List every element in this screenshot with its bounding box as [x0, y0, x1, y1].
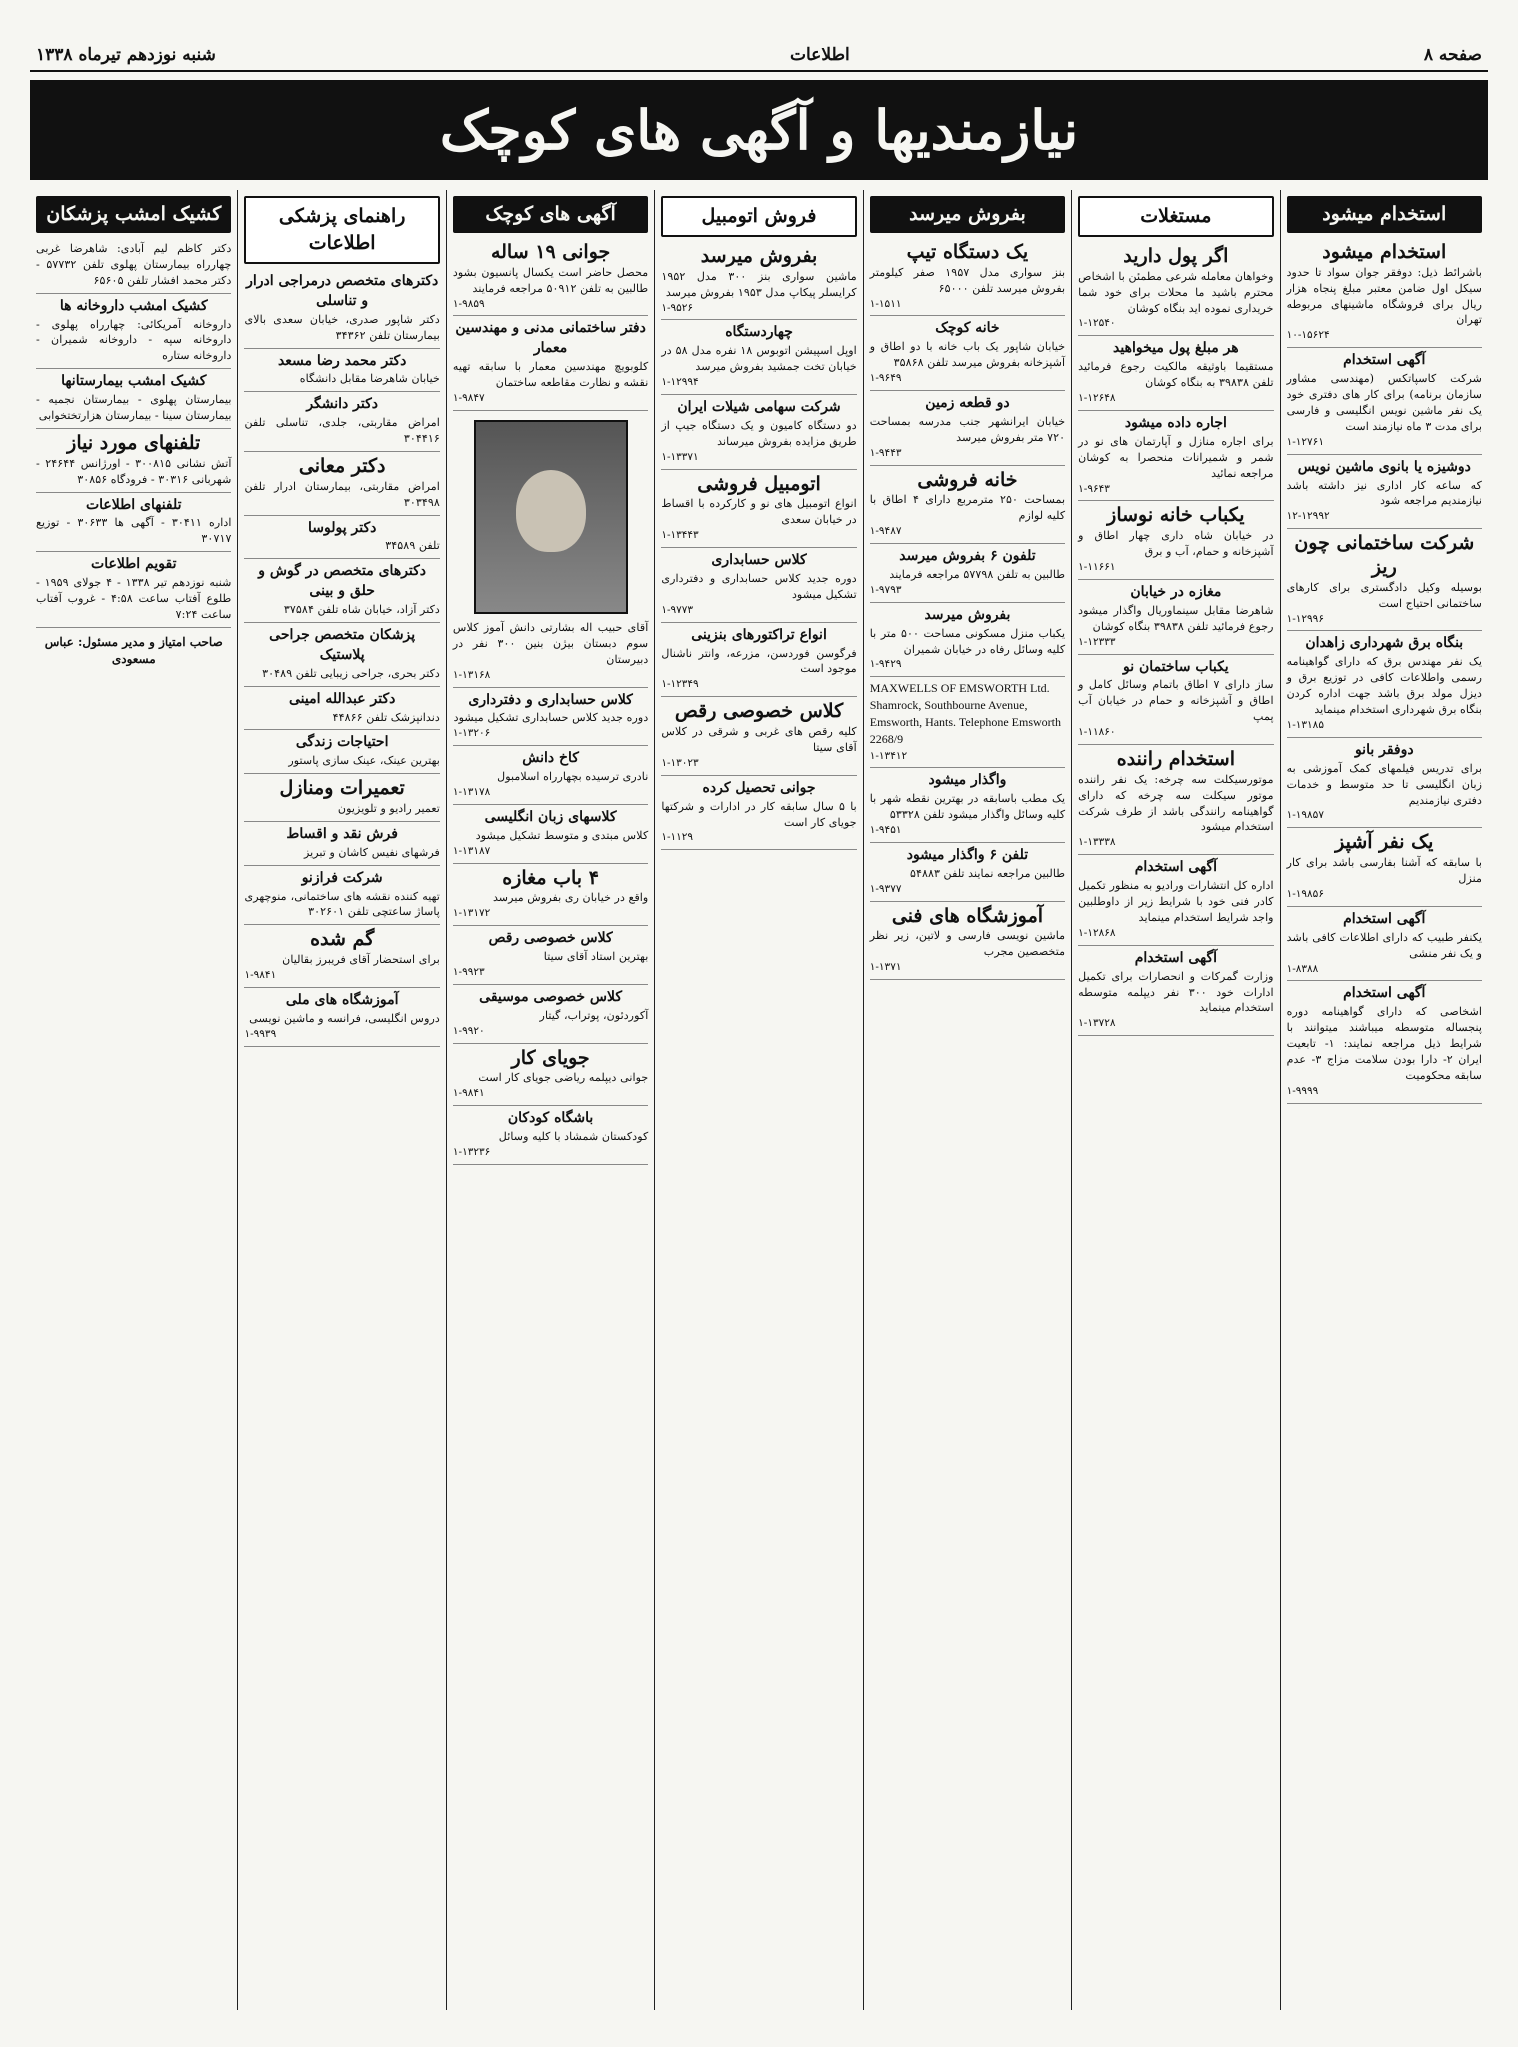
classified-ad [1287, 828, 1482, 906]
ad-body: برای تدریس فیلمهای کمک آموزشی به زبان انگلیسی تا حد متوسط و خدمات دفتری نیازمندیم [1286, 761, 1482, 807]
ad-body: شرکت کاسپاتکس (مهندسی مشاور سازمان برنامه) برای کار های دفتری خود یک نفر ماشین نویس انگلیسی و فارسی برای مدت ۳ ماه نیازمند است [1286, 372, 1482, 433]
ad-title: پزشکان متخصص جراحی پلاستیک [269, 626, 416, 663]
classified-ad [1287, 631, 1482, 737]
ad-body: شنبه نوزدهم تیر ۱۳۳۸ - ۴ جولای ۱۹۵۹ - طلوع آفتاب ساعت ۴:۵۸ - غروب آفتاب ساعت ۷:۲۴ [36, 576, 232, 621]
ad-body: وخواهان معامله شرعی مطمئن با اشخاص محترم باشید ما محلات برای خود شما خریداری نموده اید بنگاه کوشان [1078, 269, 1274, 315]
ad-body: موتورسیکلت سه چرخه: یک نفر راننده موتور سیکلت سه چرخه که دارای گواهینامه رانندگی باشد از طرف شرکت استخدام میشود [1078, 772, 1274, 834]
ad-body: شاهرضا مقابل سینماوریال واگذار میشود رجوع فرمائید تلفن ۳۹۸۳۸ بنگاه کوشان [1078, 603, 1274, 633]
ad-code: ۱-۱۲۹۹۴ [661, 376, 699, 389]
classified-ad [244, 687, 439, 731]
classified-ad [870, 603, 1065, 678]
ad-title: جوانی تحصیل کرده [702, 779, 816, 796]
ad-body: وزارت گمرکات و انحصارات برای تکمیل ادارات خود ۳۰۰ نفر دیپلمه متوسطه استخدام مینماید [1078, 969, 1274, 1015]
ad-body: با سابقه که آشنا بفارسی باشد برای کار منزل [1286, 856, 1482, 886]
ad-title: فرش نقد و اقساط [286, 825, 398, 842]
classified-ad [1287, 738, 1482, 829]
classified-ad [1078, 655, 1273, 746]
classified-ad [244, 516, 439, 560]
ad-title: اجاره داده میشود [1124, 414, 1227, 431]
ad-title: کلاس حسابداری [711, 552, 807, 569]
ad-title: بفروش میرسد [700, 244, 818, 267]
classified-ad [244, 269, 439, 349]
ad-body: بوسیله وکیل دادگستری برای کارهای ساختمانی احتیاج است [1286, 580, 1482, 610]
ad-title: دفتر ساختمانی مدنی و مهندسین معمار [455, 320, 646, 357]
ad-code: ۱-۹۸۴۱ [244, 968, 277, 981]
ad-body: Shamrock, Southbourne Avenue, Emsworth, Hants. Telephone Emsworth 2268/9 [869, 698, 1061, 747]
ad-body: واقع در خیابان ری بفروش میرسد [492, 891, 649, 905]
ad-code: ۱-۹۴۲۹ [869, 658, 902, 671]
ad-body: دروس انگلیسی، فرانسه و ماشین نویسی [249, 1011, 440, 1025]
ad-code: ۱-۱۳۴۱۲ [869, 749, 908, 762]
ad-code: ۱-۸۳۸۸ [1286, 962, 1319, 975]
classified-column [237, 190, 445, 2010]
ad-body: ماشین سواری بنز ۳۰۰ مدل ۱۹۵۲ کرایسلر پیکاپ مدل ۱۹۵۳ بفروش میرسد [661, 269, 857, 299]
section-heading: استخدام میشود [1287, 196, 1482, 233]
ad-body: مستقیما باوثیقه مالکیت رجوع فرمائید تلفن ۳۹۸۳۸ به بنگاه کوشان [1078, 360, 1274, 390]
classified-ad [453, 316, 648, 410]
ad-body: دوره جدید کلاس حسابداری تشکیل میشود [453, 711, 649, 725]
ad-title: باشگاه کودکان [507, 1110, 594, 1127]
ad-body: بهترین استاد آقای سیتا [543, 950, 649, 964]
ad-code: ۱-۱۱۲۹ [661, 831, 694, 844]
classified-ad [661, 623, 856, 698]
ad-title: دکتر پولوسا [308, 519, 377, 536]
classified-ad [661, 548, 856, 623]
ad-body: کلیه رقص های غربی و شرقی در کلاس آقای سیتا [661, 725, 857, 754]
ad-title: MAXWELLS OF EMSWORTH Ltd. [869, 681, 1050, 696]
ad-body: برای اجاره منازل و آپارتمان های نو در شمر و شمیرانات منحصرا به کوشان مراجعه نمائید [1078, 434, 1274, 480]
ad-title: تلفنهای مورد نیاز [67, 431, 201, 454]
section-heading: کشیک امشب پزشکان [36, 196, 231, 233]
ad-body: آکوردئون، پوتراب، گیتار [539, 1008, 649, 1022]
classified-ad [36, 429, 231, 493]
ad-title: دوفقر بانو [1354, 741, 1414, 758]
ad-code: ۱-۹۸۴۷ [452, 392, 485, 404]
ad-body: امراض مقاربتی، بیمارستان ادرار تلفن ۳۰۳۴۹۸ [244, 479, 440, 509]
classified-ad [1287, 529, 1482, 631]
ad-title: بفروش میرسد [924, 606, 1011, 623]
ad-title: تقویم اطلاعات [91, 556, 177, 573]
ad-code: ۱-۱۳۰۲۳ [661, 756, 699, 769]
ad-body: نادری ترسیده بچهارراه اسلامبول [497, 770, 649, 784]
ad-body: دکتر بحری، جراحی زیبایی تلفن ۳۰۴۸۹ [262, 666, 440, 680]
ad-code: ۱-۱۳۷۱ [869, 961, 902, 974]
banner-title: نیازمندیها و آگهی های کوچک [439, 98, 1079, 162]
ad-body: بیمارستان پهلوی - بیمارستان نجمیه - بیمارستان سینا - بیمارستان هزارتختخوابی [36, 393, 232, 423]
classified-ad [453, 1044, 648, 1107]
ad-title: آگهی استخدام [1343, 985, 1426, 1002]
classified-ad [870, 544, 1065, 603]
ad-code: ۱-۱۲۶۴۸ [1078, 392, 1116, 405]
ad-body: خیابان شاپور یک باب خانه با دو اطاق و آشپزخانه بفروش میرسد تلفن ۳۵۸۶۸ [869, 340, 1066, 370]
ad-title: شرکت ساختمانی چون ریز [1294, 532, 1475, 578]
ad-body: برای استحضار آقای فریبرز بقالیان [282, 953, 440, 967]
ad-body: خیابان شاهرضا مقابل دانشگاه [299, 372, 440, 386]
section-heading: آگهی های کوچک [453, 196, 648, 233]
classified-column [1071, 190, 1279, 2010]
ad-title: ۴ باب مغازه [502, 866, 599, 889]
section-heading: بفروش میرسد [870, 196, 1065, 233]
ad-body: محصل حاضر است یکسال پانسیون بشود طالبین به تلفن ۵۰۹۱۲ مراجعه فرمایند [452, 265, 649, 295]
ad-code: ۱-۹۴۴۳ [869, 446, 902, 459]
ad-title: جویای کار [511, 1046, 590, 1069]
classified-ad [870, 391, 1065, 466]
ad-title: تعمیرات ومنازل [279, 777, 405, 800]
ad-title: کاخ دانش [522, 750, 579, 767]
ad-title: یک دستگاه تیپ [906, 240, 1029, 263]
ad-body: طالبین به تلفن ۵۷۷۹۸ مراجعه فرمایند [889, 567, 1066, 581]
ad-code: ۱-۹۷۹۳ [869, 583, 902, 596]
ad-body: خیابان ایرانشهر جنب مدرسه بمساحت ۷۲۰ متر بفروش میرسد [869, 414, 1066, 444]
classified-ad [453, 411, 648, 688]
ad-body: اداره ۳۰۴۱۱ - آگهی ها ۳۰۶۳۳ - توزیع ۳۰۷۱۷ [36, 516, 232, 546]
ad-code: ۱-۱۳۲۰۶ [452, 727, 491, 740]
ad-body: یکباب منزل مسکونی مساحت ۵۰۰ متر با کلیه وسائل رفاه در خیابان شمیران [869, 626, 1066, 656]
ad-body: تهیه کننده نقشه های ساختمانی، منوچهری پاساژ ساعتچی تلفن ۳۰۲۶۰۱ [244, 889, 440, 919]
ad-title: تلفن ۶ واگذار میشود [906, 847, 1029, 863]
classified-ad [870, 843, 1065, 902]
ad-body: کلوبویچ مهندسین معمار با سابقه تهیه نقشه و نظارت مقاطعه ساختمان [452, 360, 649, 390]
classified-ad [36, 552, 231, 628]
classified-ad [1287, 348, 1482, 454]
ad-title: آگهی استخدام [1134, 949, 1218, 966]
classified-ad [244, 559, 439, 623]
publisher-signature: صاحب امتیاز و مدیر مسئول: عباس مسعودی [44, 634, 223, 666]
ad-title: آموزشگاه های فنی [891, 904, 1044, 927]
columns-container [30, 190, 1488, 2010]
section-heading: فروش اتومبیل [661, 196, 856, 237]
ad-body: باشرائط ذیل: دوفقر جوان سواد تا حدود سیکل اول ضامن معتبر مبلغ پنجاه هزار ریال برای فروشگاه ماشینهای مربوطه تهران [1286, 265, 1482, 327]
ad-code: ۱-۱۳۱۸۵ [1286, 718, 1324, 731]
ad-title: کشیک امشب بیمارستانها [61, 373, 207, 390]
ad-title: دکتر عبدالله امینی [289, 690, 396, 707]
ad-title: دکتر محمد رضا مسعد [277, 352, 407, 369]
ad-title: احتیاجات زندگی [295, 734, 389, 751]
ad-code: ۱-۱۱۸۶۰ [1078, 726, 1116, 739]
ad-code: ۱-۹۴۸۷ [869, 525, 902, 538]
classified-ad [36, 294, 231, 370]
ad-code: ۱-۱۳۷۲۸ [1078, 1017, 1116, 1030]
classified-ad [661, 470, 856, 548]
ad-code: ۱-۱۳۱۷۸ [452, 786, 491, 798]
ad-code: ۱-۹۹۲۰ [452, 1024, 485, 1037]
classified-ad [870, 768, 1065, 843]
ad-title: کلاسهای زبان انگلیسی [484, 808, 617, 825]
classified-column [30, 190, 237, 2010]
classified-column [863, 190, 1071, 2010]
ad-code: ۱-۱۳۳۷۱ [661, 450, 699, 463]
ad-body: داروخانه آمریکائی: چهارراه پهلوی - داروخانه سپه - داروخانه شمیران - داروخانه ستاره [36, 317, 232, 363]
ad-body: آقای حبیب اله بشارتی دانش آموز کلاس سوم دبستان بیژن بنین ۳۰۰ نفر در دبیرستان [452, 620, 649, 666]
classified-column [654, 190, 862, 2010]
ad-title: بنگاه برق شهرداری زاهدان [1305, 635, 1464, 652]
ad-code: ۱-۱۹۸۵۶ [1286, 887, 1324, 900]
ad-title: آموزشگاه های ملی [285, 991, 399, 1008]
classified-ad [661, 395, 856, 470]
ad-title: یکباب ساختمان نو [1123, 658, 1229, 675]
ad-body: دکتر آزاد، خیابان شاه تلفن ۳۷۵۸۴ [283, 603, 440, 617]
classified-ad [244, 452, 439, 516]
ad-body: اداره کل انتشارات ورادیو به منظور تکمیل کادر فنی خود با شرایط زیر از داوطلبین واجد شرایط استخدام مینماید [1078, 879, 1274, 924]
ad-title: واگذار میشود [928, 772, 1007, 789]
ad-title: تلفون ۶ بفروش میرسد [899, 548, 1036, 565]
classified-ad [1078, 242, 1273, 336]
classified-ad [870, 238, 1065, 316]
classified-ad [453, 746, 648, 805]
ad-title: آگهی استخدام [1134, 859, 1218, 876]
ad-code: ۱۲-۱۲۹۹۲ [1286, 510, 1330, 523]
ad-code: ۱-۹۸۴۱ [452, 1087, 485, 1100]
classified-ad [1078, 501, 1273, 579]
classified-ad [661, 697, 856, 775]
ad-title: اگر پول دارید [1123, 244, 1229, 267]
ad-body: تلفن ۳۴۵۸۹ [385, 539, 440, 553]
ad-title: گم شده [310, 928, 375, 951]
ad-body: اوپل اسپیشن اتوبوس ۱۸ نفره مدل ۵۸ در خیابان تخت جمشید بفروش میرسد [661, 344, 857, 374]
ad-code: ۱-۱۳۱۷۲ [452, 907, 491, 920]
ad-code: ۱-۱۳۱۸۷ [452, 844, 491, 857]
ad-code: ۱-۹۶۴۹ [869, 372, 902, 385]
ad-code: ۱-۹۹۲۳ [452, 965, 485, 978]
ad-code: ۱-۱۲۷۶۱ [1286, 435, 1324, 448]
ad-title: استخدام راننده [1116, 748, 1235, 770]
classified-ad [453, 238, 648, 316]
classified-ad [453, 1106, 648, 1165]
ad-title: دو قطعه زمین [925, 395, 1010, 412]
ad-body: فرگوسن فوردسن، مزرعه، وانتر ناشنال موجود است [661, 646, 857, 676]
ad-title: شرکت سهامی شیلات ایران [677, 399, 841, 416]
ad-body: فرشهای نفیس کاشان و تبریز [303, 845, 440, 859]
classified-column [1280, 190, 1488, 2010]
classified-ad [36, 238, 231, 294]
ad-title: اتومبیل فروشی [697, 472, 821, 495]
ad-body: تعمیر رادیو و تلویزیون [337, 801, 440, 815]
ad-code: ۱-۱۳۳۳۸ [1078, 836, 1116, 849]
ad-body: یکنفر طبیب که دارای اطلاعات کافی باشد و یک نفر منشی [1286, 930, 1482, 960]
ad-code: ۱-۱۵۱۱ [869, 297, 902, 310]
classified-ad [870, 316, 1065, 391]
ad-code: ۱-۹۹۹۹ [1286, 1084, 1319, 1097]
ad-body: امراض مقاربتی، جلدی، تناسلی تلفن ۳۰۴۴۱۶ [244, 416, 440, 446]
ad-title: تلفنهای اطلاعات [85, 496, 182, 513]
ad-code: ۱-۱۱۶۶۱ [1078, 561, 1116, 573]
ad-title: آگهی استخدام [1343, 910, 1426, 927]
classified-ad [244, 925, 439, 988]
ad-title: دکترهای متخصص در گوش و حلق و بینی [258, 563, 427, 600]
ad-title: دکتر معانی [298, 454, 386, 477]
ad-title: کلاس خصوصی موسیقی [479, 988, 623, 1005]
ad-body: ماشین نویسی فارسی و لاتین، زیر نظر متخصصین مجرب [869, 929, 1066, 959]
classified-ad [1078, 855, 1273, 946]
ad-title: یکباب خانه نوساز [1107, 504, 1245, 527]
ad-code: ۱-۹۸۵۹ [452, 297, 485, 310]
ad-code: ۱-۱۲۵۴۰ [1078, 317, 1116, 330]
classified-ad [661, 776, 856, 851]
ad-body: آتش نشانی ۳۰۰۸۱۵ - اورژانس ۲۴۶۴۴ - شهربانی ۳۰۳۱۶ - فرودگاه ۳۰۸۵۶ [36, 456, 232, 486]
classified-ad [1287, 455, 1482, 530]
issue-date: شنبه نوزدهم تیرماه ۱۳۳۸ [36, 45, 216, 65]
section-heading: مستغلات [1078, 196, 1273, 237]
ad-body: انواع اتومبیل های نو و کارکرده با اقساط در خیابان سعدی [661, 497, 857, 527]
ad-code: ۱-۹۵۲۶ [661, 301, 694, 314]
classified-ad [244, 392, 439, 452]
ad-title: کلاس خصوصی رقص [488, 930, 613, 947]
classified-ad [244, 774, 439, 822]
portrait-photo [474, 420, 628, 614]
ad-body: دکتر کاظم لیم آبادی: شاهرضا غربی چهارراه بیمارستان پهلوی تلفن ۵۷۷۳۲ - دکتر محمد افشار تلفن ۶۵۶۰۵ [36, 241, 232, 287]
paper-name: اطلاعات [790, 45, 850, 65]
ad-body: جوانی دیپلمه ریاضی جویای کار است [478, 1071, 649, 1085]
ad-title: دکتر دانشگر [306, 396, 379, 413]
classified-ad [453, 864, 648, 927]
portrait-head [516, 470, 586, 552]
ad-body: دوره جدید کلاس حسابداری و دفترداری تشکیل میشود [661, 571, 857, 601]
ad-code: ۱-۱۲۳۳۳ [1078, 635, 1116, 648]
classified-ad [1287, 238, 1482, 348]
classified-ad [244, 988, 439, 1047]
ad-title: آگهی استخدام [1343, 352, 1426, 369]
ad-body: یک مطب باسابقه در بهترین نقطه شهر با کلیه وسائل واگذار میشود تلفن ۵۳۳۲۸ [869, 792, 1066, 822]
ad-title: استخدام میشود [1322, 240, 1447, 263]
running-header [30, 40, 1488, 72]
ad-code: ۱-۱۲۸۶۸ [1078, 926, 1116, 939]
ad-title: کلاس خصوصی رقص [674, 700, 844, 723]
classified-ad [870, 677, 1065, 768]
classified-ad [36, 493, 231, 553]
classified-ad [453, 805, 648, 864]
ad-code: ۱-۹۳۷۷ [869, 882, 902, 895]
page-label: صفحه ۸ [1423, 45, 1482, 65]
classified-ad [1078, 745, 1273, 855]
ad-code: ۱-۱۲۳۴۹ [661, 678, 699, 691]
ad-code: ۱-۱۳۲۳۶ [452, 1145, 491, 1158]
newspaper-page [30, 40, 1488, 2030]
classified-ad [36, 369, 231, 429]
ad-title: کشیک امشب داروخانه ها [59, 297, 208, 314]
classified-ad [453, 926, 648, 985]
classified-ad [870, 466, 1065, 544]
ad-code: ۱-۹۴۵۱ [869, 824, 902, 837]
ad-code: ۱-۱۳۴۴۳ [661, 529, 699, 542]
ad-body: بمساحت ۲۵۰ مترمربع دارای ۴ اطاق با کلیه لوازم [869, 493, 1066, 523]
ad-title: خانه فروشی [917, 468, 1018, 491]
ad-body: که ساعه کار اداری نیز داشته باشد نیازمندیم مراجعه شود [1286, 478, 1482, 508]
ad-code: ۱-۱۳۱۶۸ [452, 668, 491, 681]
classifieds-banner [30, 80, 1488, 180]
ad-body: دندانپزشک تلفن ۴۴۸۶۶ [332, 710, 440, 724]
ad-title: چهاردستگاه [725, 324, 793, 341]
ad-body: اشخاصی که دارای گواهینامه دوره پنجساله متوسطه میباشند میتوانند با شرایط ذیل مراجعه نمایند: ۱- تابعیت ایران ۲- دارا بودن سلامت مزاج ۳- عدم سابقه محکومیت [1286, 1005, 1483, 1082]
classified-ad [244, 730, 439, 774]
classified-ad [244, 822, 439, 866]
ad-title: کلاس حسابداری و دفترداری [468, 691, 633, 708]
ad-body: یک نفر مهندس برق که دارای گواهینامه رسمی واطلاعات کافی در توزیع برق و دیزل مولد برق باشد جهت اداره کردن بنگاه برق شهرداری استخدام مینماید [1286, 655, 1482, 717]
ad-body: طالبین مراجعه نمایند تلفن ۵۴۸۸۳ [909, 866, 1066, 880]
ad-code: ۱۰-۱۵۶۲۴ [1286, 329, 1330, 342]
ad-code: ۱-۱۲۹۹۶ [1286, 612, 1324, 625]
ad-title: انواع تراکتورهای بنزینی [691, 626, 827, 643]
ad-title: یک نفر آشپز [1335, 831, 1434, 854]
ad-code: ۱-۹۶۴۳ [1078, 482, 1110, 495]
classified-column [446, 190, 654, 2010]
ad-title: مغازه در خیابان [1130, 583, 1222, 600]
classified-ad [1078, 411, 1273, 502]
ad-title: دکترهای متخصص درمراجی ادرار و تناسلی [246, 272, 439, 309]
classified-ad [1287, 981, 1482, 1103]
ad-body: در خیابان شاه داری چهار اطاق و آشپزخانه و حمام، آب و برق [1078, 529, 1274, 559]
ad-body: کودکستان شمشاد با کلیه وسائل [498, 1129, 649, 1143]
ad-body: ساز دارای ۷ اطاق باتمام وسائل کامل و اطاق و آشپزخانه و حمام در خیابان آب پمپ [1078, 678, 1274, 724]
ad-title: شرکت فرازنو [301, 869, 383, 886]
ad-title: خانه کوچک [935, 320, 1000, 337]
classified-ad [1078, 946, 1273, 1037]
ad-body: با ۵ سال سابقه کار در ادارات و شرکتها جویای کار است [661, 799, 857, 829]
ad-code: ۱-۹۹۳۹ [244, 1027, 277, 1040]
ad-code: ۱-۱۹۸۵۷ [1286, 809, 1324, 822]
classified-ad [1078, 336, 1273, 411]
ad-title: هر مبلغ پول میخواهید [1113, 340, 1239, 357]
ad-title: دوشیزه یا بانوی ماشین نویس [1297, 458, 1471, 475]
ad-body: بهترین عینک، عینک سازی پاستور [288, 754, 440, 768]
classified-ad [453, 985, 648, 1044]
classified-ad [244, 349, 439, 393]
ad-body: بنز سواری مدل ۱۹۵۷ صفر کیلومتر بفروش میرسد تلفن ۶۵۰۰۰ [869, 265, 1066, 295]
classified-ad [244, 866, 439, 926]
ad-body: دو دستگاه کامیون و یک دستگاه جیپ از طریق مزایده بفروش میرساند [661, 418, 857, 448]
ad-body: کلاس مبتدی و متوسط تشکیل میشود [475, 828, 649, 842]
ad-body: دکتر شاپور صدری، خیابان سعدی بالای بیمارستان تلفن ۳۴۳۶۲ [244, 312, 440, 342]
section-heading: راهنمای پزشکی اطلاعات [244, 196, 439, 264]
classified-ad [1078, 580, 1273, 655]
classified-ad [1287, 907, 1482, 982]
classified-ad [661, 242, 856, 320]
classified-ad [244, 623, 439, 687]
ad-code: ۱-۹۷۷۳ [661, 603, 694, 616]
classified-ad [661, 320, 856, 395]
classified-ad [453, 688, 648, 747]
ad-title: جوانی ۱۹ ساله [490, 240, 611, 263]
classified-ad [870, 902, 1065, 980]
